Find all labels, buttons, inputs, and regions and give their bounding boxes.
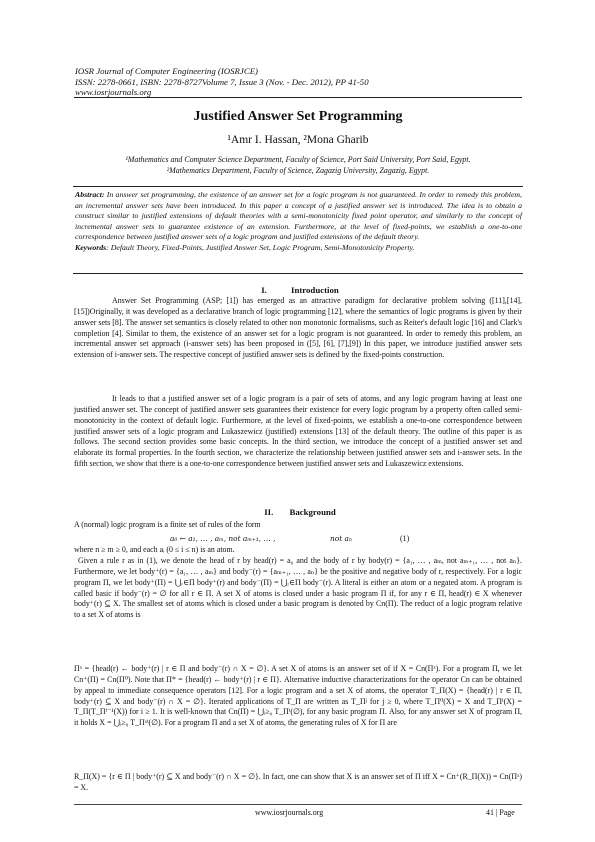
footer-divider: [74, 804, 522, 805]
abstract-label: Abstract:: [75, 190, 105, 199]
intro-paragraph-1: Answer Set Programming (ASP; [1]) has emerged as an attractive paradigm for declarative problem solving ([11],[14],[15])Originally, it was developed as a declarative branch of logic programming [12], where the semantics of logic programs is given by their answer sets [8]. The answer set semantics is closely related to other non monotonic formalisms, such as Reiter's default logic [16] and Clark's completion [4]. Similar to them, the existence of an answer set for a logic program is not guaranteed. In order to remedy this problem, an incremental answer set approach (i-answer sets) has been proposed in ([5], [6], [7],[9]) In this paper, we introduce justified answer sets extension of i-answer sets. The respective concept of justified answer sets is defined by the fixed-points construction.: [74, 296, 522, 360]
rule-expression: a₀ ← a₁, … , aₘ, not aₘ₊₁, … ,: [170, 534, 276, 543]
affiliations: [74, 154, 522, 176]
abstract-text: In answer set programming, the existence of an answer set for a logic program is not guaranteed. In order to remedy this problem, an incremental answer sets have been introduced. In this paper a concept of a justified answer set is introduced. The idea is to obtain a construct similar to justified extensions of default theories with a semi-monotonicity fixed point operator, and similarly to the concept of incremental answer sets to guarantee existence of an extension. Furthermore, at the level of fixed-points, we establish a one-to-one correspondence between justified answer sets of a logic program and justified extensions of the default theory.: [75, 190, 522, 242]
background-intro: A (normal) logic program is a finite set of rules of the form: [74, 520, 261, 529]
header-divider: [74, 97, 522, 98]
section-title: Background: [289, 507, 336, 517]
background-paragraph-2: Πˣ = {head(r) ← body⁺(r) | r ∈ Π and body⁻(r) ∩ X = ∅}. A set X of atoms is an answer set of if X = Cn(Πˣ). For a program Π, we let Cn⁺(Π) = Cn(Π⁰). Note that Π* = {head(r) ← body⁺(r) | r ∈ Π}. Alternative inductive characterizations for the operator Cn can be obtained by appeal to immediate consequence operators [12]. For a logic program and a set X of atoms, the operator T_Π(X) = {head(r) | r ∈ Π, body⁺(r) ⊆ X and body⁻(r) ∩ X = ∅}. Iterated applications of T_Π are written as T_Πʲ for j ≥ 0, where T_Π⁰(X) = X and T_Πⁱ(X) = T_Π(T_Πⁱ⁻¹(X)) for i ≥ 1. It is well-known that Cn(Π) = ⋃ᵢ≥₀ T_Πⁱ(∅), for any basic program Π. Also, for any answer set X of program Π, it holds X = ⋃ᵢ≥₀ T_Πˣⁱ(∅). For a program Π and a set X of atoms, the generating rules of X for Π are: [74, 664, 522, 728]
affiliation-2: ²Mathematics Department, Faculty of Science, Zagazig University, Zagazig, Egypt.: [166, 166, 430, 175]
affiliation-1: ¹Mathematics and Computer Science Department, Faculty of Science, Port Said University, Port Said, Egypt.: [125, 155, 471, 164]
journal-header: [75, 66, 515, 98]
page-number: 41 | Page: [486, 808, 515, 817]
section-heading-background: [74, 507, 522, 517]
rule-expression-tail: not aₙ: [330, 534, 352, 543]
intro-paragraph-2: It leads to that a justified answer set of a logic program is a pair of sets of atoms, and any logic program having at least one justified answer set. The concept of justified answer sets guarantees their existence for every logic program by a property often called semi-monotonicity in the context of default logic. Furthermore, at the level of fixed-points, we establish a one-to-one correspondence between justified answer sets of a logic program and Lukaszewicz (justified) extensions [13] of the default theory. The outline of this paper is as follows. The second section provides some basic concepts. In the third section, we introduce the concept of a justified answer set and elaborate its formal properties. In the fourth section, we characterize the relationship between justified answer sets and i-answer sets. In the fifth section, we show that there is a one-to-one correspondence between justified answer sets and Lukaszewicz extensions.: [74, 394, 522, 469]
footer-url[interactable]: www.iosrjournals.org: [255, 808, 324, 817]
equation-number: (1): [400, 534, 410, 543]
journal-url[interactable]: www.iosrjournals.org: [75, 87, 152, 98]
paper-title: Justified Answer Set Programming: [193, 109, 403, 124]
abstract: [75, 190, 522, 254]
rule-formula: [170, 534, 500, 543]
background-paragraph-3: R_Π(X) = {r ∈ Π | body⁺(r) ⊆ X and body⁻(r) ∩ X = ∅}. In fact, one can show that X is an answer set of Π iff X = Cn⁺(R_Π(X)) = Cn(Πˣ) = X.: [74, 772, 522, 792]
background-paragraph-1: Given a rule r as in (1), we denote the head of r by head(r) = a₀ and the body of r by body(r) = {a₁, … , aₘ, not aₘ₊₁, … , not aₙ}. Furthermore, we let body⁺(r) = {a₁, … , aₘ} and body⁻(r) = {aₘ₊₁, … , aₙ} be the positive and negative body of r, respectively. For a logic program Π, we let body⁺(Π) = ⋃ᵣ∈Π body⁺(r) and body⁻(Π) = ⋃ᵣ∈Π body⁻(r). A literal is either an atom or a negated atom. A program is called basic if body⁻(r) = ∅ for all r ∈ Π. A set X of atoms is closed under a basic program Π if, for any r ∈ Π, head(r) ∈ X whenever body⁺(r) ⊆ X. The smallest set of atoms which is closed under a basic program is denoted by Cn(Π). The reduct of a logic program relative to a set X of atoms is: [74, 556, 522, 620]
rule-where-clause: where n ≥ m ≥ 0, and each aᵢ (0 ≤ i ≤ n) is an atom.: [74, 545, 235, 554]
paper-authors: ¹Amr I. Hassan, ²Mona Gharib: [227, 134, 369, 146]
section-heading-introduction: [74, 285, 522, 295]
section-number: I.: [261, 285, 267, 295]
section-number: II.: [264, 507, 274, 517]
keywords-text: : Default Theory, Fixed-Points, Justified Answer Set, Logic Program, Semi-Monotonicity Property.: [106, 242, 415, 252]
keywords-label: Keywords: [75, 242, 107, 252]
section-title: Introduction: [291, 285, 339, 295]
journal-issn: ISSN: 2278-0661, ISBN: 2278-8727Volume 7, Issue 3 (Nov. - Dec. 2012), PP 41-50: [75, 76, 369, 87]
journal-name: IOSR Journal of Computer Engineering (IOSRJCE): [75, 66, 258, 76]
